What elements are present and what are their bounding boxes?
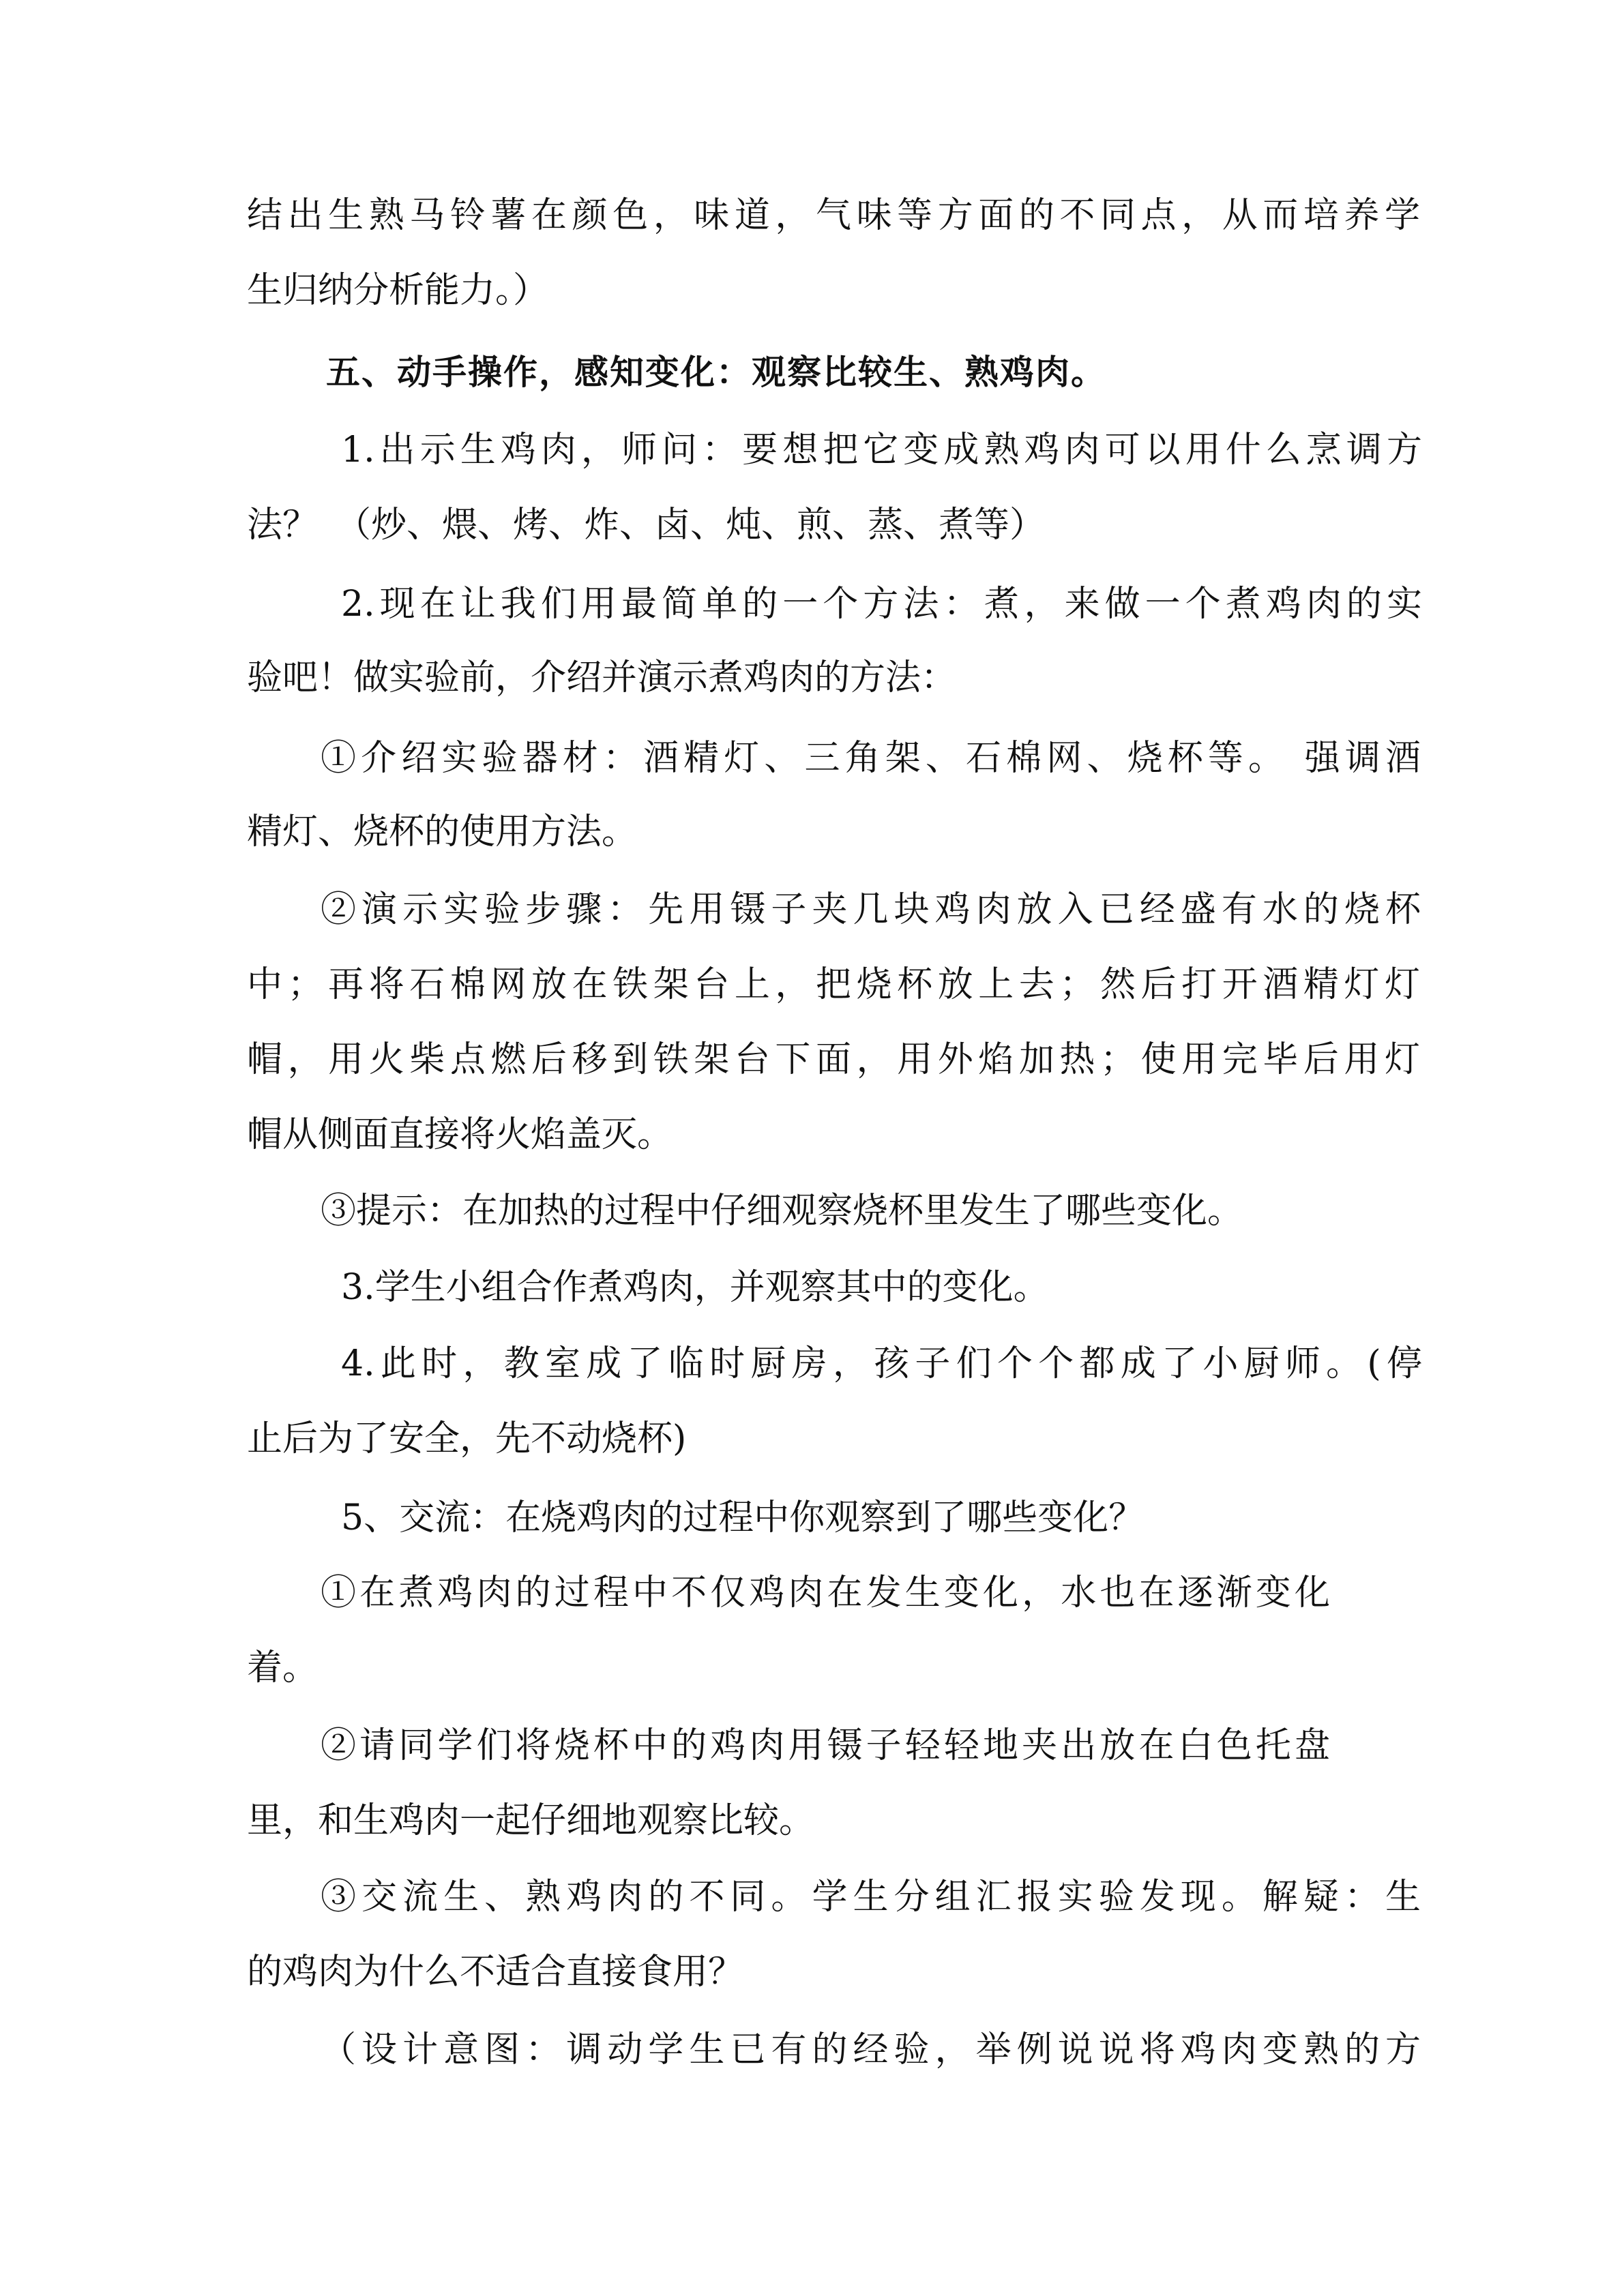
body-text-line: 1.出示生鸡肉，师问：要想把它变成熟鸡肉可以用什么烹调方 xyxy=(341,430,1422,471)
body-text-line: 止后为了安全，先不动烧杯) xyxy=(247,1418,687,1459)
body-text-line: 帽，用火柴点燃后移到铁架台下面，用外焰加热；使用完毕后用灯 xyxy=(247,1039,1420,1080)
body-text-line: 着。 xyxy=(247,1648,319,1688)
body-text-line: 4.此时，教室成了临时厨房，孩子们个个都成了小厨师。(停 xyxy=(341,1343,1422,1384)
body-text-line: 的鸡肉为什么不适合直接食用？ xyxy=(247,1952,744,1993)
body-text-line: 生归纳分析能力。） xyxy=(247,270,549,311)
body-text-line: 5、交流：在烧鸡肉的过程中你观察到了哪些变化？ xyxy=(341,1497,1145,1538)
body-text-line: 验吧！做实验前，介绍并演示煮鸡肉的方法： xyxy=(247,657,957,698)
section-heading: 五、动手操作，感知变化：观察比较生、熟鸡肉。 xyxy=(326,352,1106,392)
body-text-line: ③交流生、熟鸡肉的不同。学生分组汇报实验发现。解疑：生 xyxy=(321,1877,1421,1918)
body-text-line: 3.学生小组合作煮鸡肉，并观察其中的变化。 xyxy=(341,1267,1049,1308)
body-text-line: 帽从侧面直接将火焰盖灭。 xyxy=(247,1114,673,1155)
body-text-line: 结出生熟马铃薯在颜色，味道，气味等方面的不同点，从而培养学 xyxy=(247,195,1420,236)
body-text-line: ②请同学们将烧杯中的鸡肉用镊子轻轻地夹出放在白色托盘 xyxy=(321,1725,1330,1766)
body-text-line: ②演示实验步骤：先用镊子夹几块鸡肉放入已经盛有水的烧杯 xyxy=(321,889,1421,930)
body-text-line: ①在煮鸡肉的过程中不仅鸡肉在发生变化，水也在逐渐变化 xyxy=(321,1572,1330,1613)
body-text-line: 里，和生鸡肉一起仔细地观察比较。 xyxy=(247,1800,815,1841)
body-text-line: （设计意图：调动学生已有的经验，举例说说将鸡肉变熟的方 xyxy=(321,2029,1421,2070)
body-text-line: 精灯、烧杯的使用方法。 xyxy=(247,811,638,852)
body-text-line: 中；再将石棉网放在铁架台上，把烧杯放上去；然后打开酒精灯灯 xyxy=(247,964,1420,1005)
body-text-line: ①介绍实验器材：酒精灯、三角架、石棉网、烧杯等。 强调酒 xyxy=(321,738,1421,779)
body-text-line: 2.现在让我们用最简单的一个方法：煮，来做一个煮鸡肉的实 xyxy=(341,584,1422,625)
body-text-line: ③提示：在加热的过程中仔细观察烧杯里发生了哪些变化。 xyxy=(321,1191,1243,1232)
body-text-line: 法？ （炒、煨、烤、炸、卤、炖、煎、蒸、煮等） xyxy=(247,505,1046,546)
